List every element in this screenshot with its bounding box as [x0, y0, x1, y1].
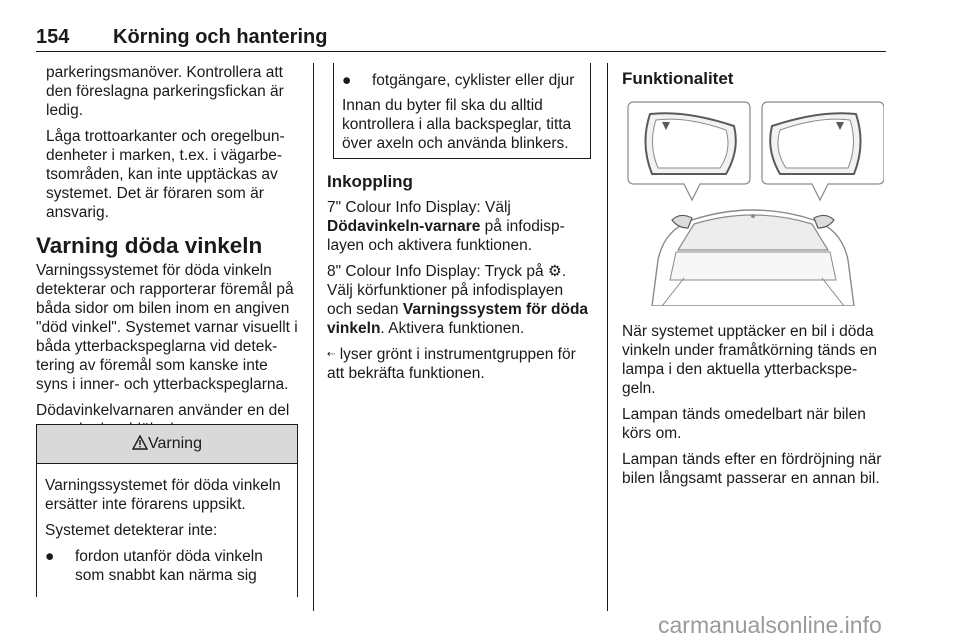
paragraph: När systemet upptäcker en bil i döda vinkeln under framåtkörning tänds en lampa i den aktuella ytterbackspe-geln.	[622, 323, 878, 397]
section-title: Körning och hantering	[113, 26, 328, 48]
menu-item-name: Dödavinkeln-varnare	[327, 218, 481, 235]
paragraph: Innan du byter fil ska du alltid kontrollera i alla backspeglar, titta över axeln och använda blinkers.	[342, 97, 572, 152]
list-item	[342, 71, 582, 90]
paragraph: Lampan tänds omedelbart när bilen körs om.	[622, 406, 866, 442]
column-divider-left	[313, 63, 314, 611]
paragraph	[327, 198, 589, 255]
paragraph: Varningssystemet för döda vinkeln ersätter inte förarens uppsikt.	[45, 477, 281, 513]
warning-title: Varning	[148, 435, 202, 452]
paragraph	[327, 262, 589, 338]
paragraph: parkeringsmanöver. Kontrollera att den föreslagna parkeringsfickan är ledig.	[46, 64, 284, 119]
mirror-illustration	[622, 100, 884, 306]
menu-item-name: Varningssystem för döda vinkeln	[327, 301, 589, 337]
bullet-icon: ●	[45, 548, 55, 565]
warning-box-continued	[333, 63, 591, 159]
warning-box	[36, 424, 298, 597]
warning-triangle-icon	[132, 435, 148, 450]
text-run: 7" Colour Info Display: Välj	[327, 199, 511, 216]
watermark: carmanualsonline.info	[658, 612, 882, 638]
list-item	[45, 547, 289, 585]
list-item-text: fordon utanför döda vinkeln som snabbt kan närma sig	[75, 548, 263, 584]
column-3-text	[622, 322, 886, 495]
column-2	[327, 159, 589, 390]
warning-header	[37, 425, 297, 464]
bullet-icon: ●	[342, 72, 352, 89]
blind-spot-indicator-icon: ⇠	[327, 349, 336, 360]
paragraph: Dödavinkelvarnaren använder en del	[36, 402, 290, 419]
paragraph: Systemet detekterar inte:	[45, 522, 218, 539]
column-1	[36, 63, 298, 446]
paragraph: Låga trottoarkanter och oregelbun-denheter i marken, t.ex. i vägarbe-tsområden, kan inte upptäckas av systemet. Det är föraren som är ansvarig.	[46, 128, 285, 221]
header-divider	[36, 51, 886, 52]
list-item-text: fotgängare, cyklister eller djur	[372, 72, 575, 89]
column-divider-right	[607, 63, 608, 611]
paragraph: Lampan tänds efter en fördröjning när bilen långsamt passerar en annan bil.	[622, 451, 882, 487]
warning-body	[37, 464, 297, 585]
text-run: . Välj körfunktioner på infodisplayen och sedan	[327, 263, 567, 318]
column-3	[622, 68, 886, 95]
text-run: på infodisp-layen och aktivera funktionen.	[327, 218, 565, 254]
text-run: lyser grönt i instrumentgruppen för att bekräfta funktionen.	[327, 346, 576, 382]
vehicle-settings-icon: ⚙	[547, 263, 562, 280]
page-header	[36, 26, 886, 54]
text-run: 8" Colour Info Display: Tryck på	[327, 263, 548, 280]
paragraph: Varningssystemet för döda vinkeln detekterar och rapporterar föremål på båda sidor om bilen inom en angiven "död vinkel". Systemet varnar visuellt i båda ytterbackspeglarna vid detek-tering av föremål som kanske inte syns i inner- och ytterbackspeglarna.	[36, 262, 298, 393]
page-number: 154	[36, 26, 70, 48]
paragraph	[327, 345, 589, 383]
car-mirrors-diagram	[622, 100, 884, 306]
heading-activation: Inkoppling	[327, 172, 413, 191]
text-run: . Aktivera funktionen.	[380, 320, 525, 337]
heading-functionality: Funktionalitet	[622, 69, 734, 88]
heading-blind-spot-warning: Varning döda vinkeln	[36, 233, 263, 258]
